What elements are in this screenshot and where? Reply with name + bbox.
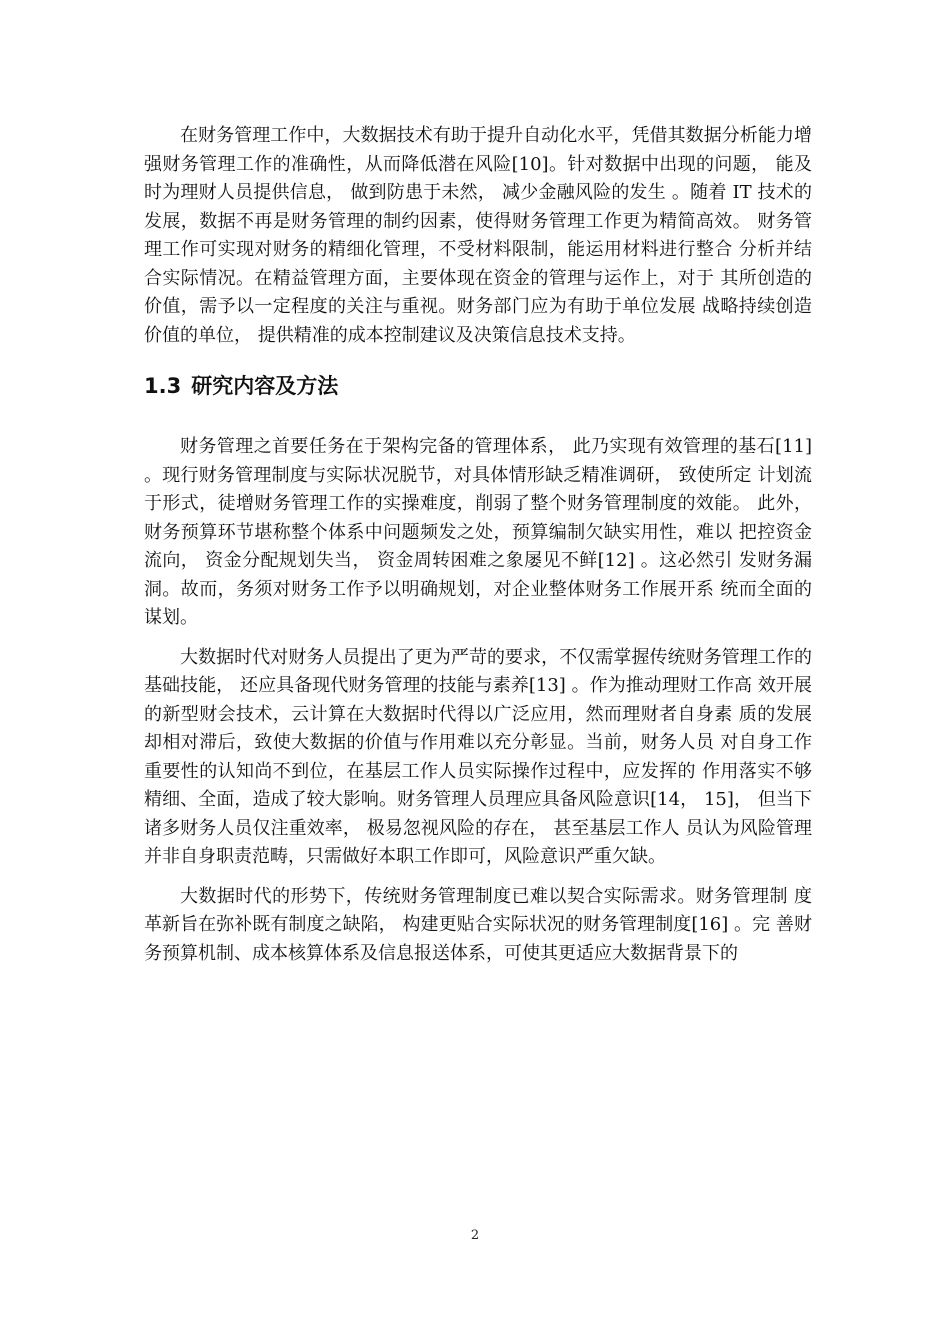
page-number: 2 [470,1228,480,1243]
document-body [144,122,812,968]
paragraph-4: 大数据时代的形势下，传统财务管理制度已难以契合实际需求。财务管理制 度革新旨在弥补既有制度之缺陷， 构建更贴合实际状况的财务管理制度[16] 。完 善财务预算机制、成本核算体系及信息报送体系，可使其更适应大数据背景下的 [144,885,812,964]
section-title: 研究内容及方法 [191,374,339,398]
paragraph-2: 财务管理之首要任务在于架构完备的管理体系， 此乃实现有效管理的基石[11] 。现行财务管理制度与实际状况脱节，对具体情形缺乏精准调研， 致使所定 计划流于形式，徒增财务管理工作的实操难度，削弱了整个财务管理制度的效能。 此外，财务预算环节堪称整个体系中问题频发之处，预算编制欠缺实用性，难以 把控资金流向， 资金分配规划失当， 资金周转困难之象屡见不鲜[12] 。这必然引 发财务漏洞。故而，务须对财务工作予以明确规划，对企业整体财务工作展开系 统而全面的谋划。 [144,436,812,628]
section-number: 1.3 [144,374,182,398]
section-heading [144,350,812,433]
paragraph-1: 在财务管理工作中，大数据技术有助于提升自动化水平，凭借其数据分析能力增强财务管理工作的准确性，从而降低潜在风险[10]。针对数据中出现的问题， 能及时为理财人员提供信息， 做到防患于未然， 减少金融风险的发生 。随着 IT 技术的发展，数据不再是财务管理的制约因素，使得财务管理工作更为精简高效。 财务管理工作可实现对财务的精细化管理，不受材料限制，能运用材料进行整合 分析并结合实际情况。在精益管理方面，主要体现在资金的管理与运作上，对于 其所创造的价值，需予以一定程度的关注与重视。财务部门应为有助于单位发展 战略持续创造价值的单位， 提供精准的成本控制建议及决策信息技术支持。 [144,125,812,346]
paragraph-3: 大数据时代对财务人员提出了更为严苛的要求，不仅需掌握传统财务管理工作的基础技能， 还应具备现代财务管理的技能与素养[13] 。作为推动理财工作高 效开展的新型财会技术，云计算在大数据时代得以广泛应用，然而理财者自身素 质的发展却相对滞后，致使大数据的价值与作用难以充分彰显。当前，财务人员 对自身工作重要性的认知尚不到位，在基层工作人员实际操作过程中，应发挥的 作用落实不够精细、全面，造成了较大影响。财务管理人员理应具备风险意识[14， 15]， 但当下诸多财务人员仅注重效率， 极易忽视风险的存在， 甚至基层工作人 员认为风险管理并非自身职责范畴，只需做好本职工作即可，风险意识严重欠缺。 [144,646,812,867]
